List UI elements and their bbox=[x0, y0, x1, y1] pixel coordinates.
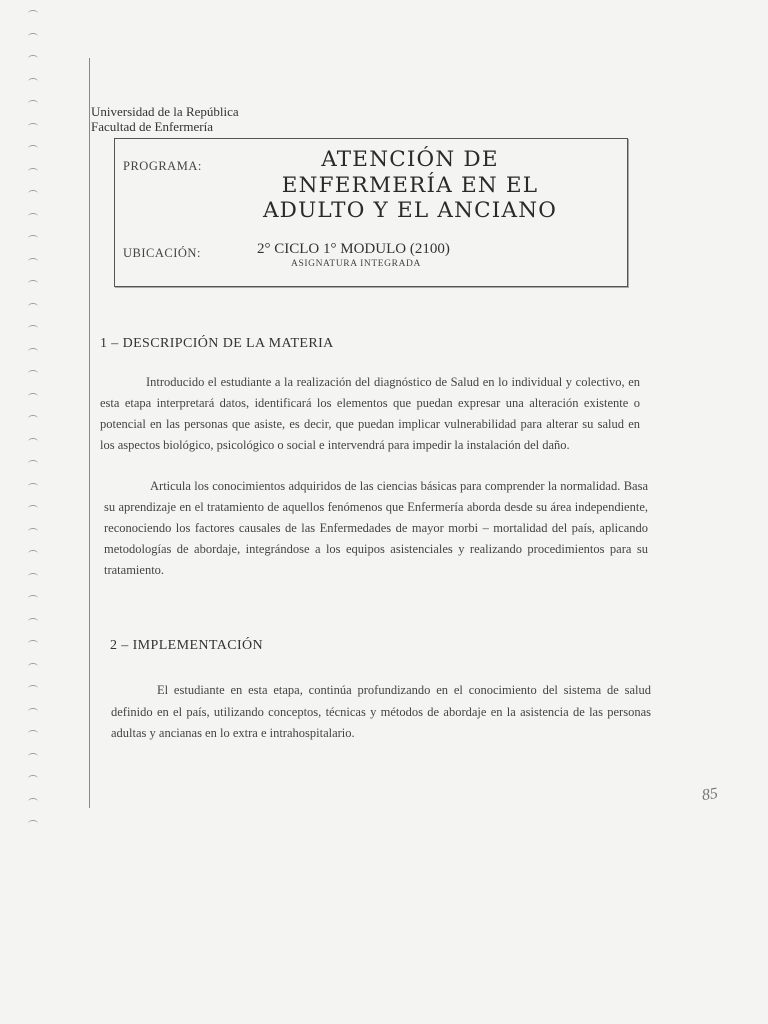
binder-margin-marks bbox=[28, 10, 44, 840]
binder-mark bbox=[28, 145, 38, 152]
binder-mark bbox=[28, 438, 38, 445]
binder-mark bbox=[28, 213, 38, 220]
binder-mark bbox=[28, 33, 38, 40]
program-label: PROGRAMA: bbox=[123, 159, 202, 173]
binder-mark bbox=[28, 550, 38, 557]
program-title-line: ATENCIÓN DE bbox=[321, 147, 499, 172]
section-1-paragraph-2: Articula los conocimientos adquiridos de las ciencias básicas para comprender la normalidad. Basa su aprendizaje en el tratamiento de aquellos fenómenos que Enfermería aborda desde su área independiente, reconociendo los factores causales de las Enfermedades de mayor morbi – mortalidad del país, aplicando metodologías de abordaje, integrándose a los equipos asistenciales y realizando procedimientos para su tratamiento. bbox=[104, 479, 648, 577]
program-box bbox=[114, 138, 628, 287]
binder-mark bbox=[28, 100, 38, 107]
binder-mark bbox=[28, 798, 38, 805]
section-1-paragraph-1: Introducido el estudiante a la realización del diagnóstico de Salud en lo individual y colectivo, en esta etapa interpretará datos, identificará los elementos que puedan expresar una alteración existente o potencial en las personas que asiste, es decir, que puedan implicar vulnerabilidad para alterar su salud en los aspectos biológico, psicológico o social e intervendrá para impedir la instalación del daño. bbox=[100, 375, 640, 452]
binder-mark bbox=[28, 460, 38, 467]
binder-mark bbox=[28, 708, 38, 715]
section-1-heading: 1 – DESCRIPCIÓN DE LA MATERIA bbox=[100, 336, 334, 351]
binder-mark bbox=[28, 325, 38, 332]
binder-mark bbox=[28, 595, 38, 602]
binder-mark bbox=[28, 190, 38, 197]
binder-mark bbox=[28, 663, 38, 670]
binder-mark bbox=[28, 235, 38, 242]
program-title-line: ENFERMERÍA EN EL bbox=[281, 172, 539, 198]
binder-mark bbox=[28, 370, 38, 377]
binder-mark bbox=[28, 505, 38, 512]
cycle-module: 2° CICLO 1° MODULO (2100) bbox=[257, 241, 450, 257]
binder-mark bbox=[28, 303, 38, 310]
binder-mark bbox=[28, 820, 38, 827]
binder-mark bbox=[28, 528, 38, 535]
binder-mark bbox=[28, 730, 38, 737]
university-name: Universidad de la República bbox=[91, 104, 239, 119]
binder-mark bbox=[28, 168, 38, 175]
binder-mark bbox=[28, 483, 38, 490]
binder-mark bbox=[28, 753, 38, 760]
binder-mark bbox=[28, 123, 38, 130]
binder-mark bbox=[28, 618, 38, 625]
binder-mark bbox=[28, 775, 38, 782]
binder-mark bbox=[28, 280, 38, 287]
program-title bbox=[209, 147, 611, 224]
handwritten-page-number: 85 bbox=[700, 784, 720, 805]
binder-mark bbox=[28, 415, 38, 422]
binder-mark bbox=[28, 55, 38, 62]
binder-mark bbox=[28, 10, 38, 17]
binder-mark bbox=[28, 573, 38, 580]
subject-type: ASIGNATURA INTEGRADA bbox=[291, 259, 421, 269]
binder-mark bbox=[28, 348, 38, 355]
location-label: UBICACIÓN: bbox=[123, 246, 201, 260]
margin-rule bbox=[89, 58, 90, 808]
binder-mark bbox=[28, 258, 38, 265]
binder-mark bbox=[28, 640, 38, 647]
binder-mark bbox=[28, 393, 38, 400]
section-2-paragraph-1: El estudiante en esta etapa, continúa profundizando en el conocimiento del sistema de salud definido en el país, utilizando conceptos, técnicas y métodos de abordaje en la asistencia de las personas adultas y ancianas en lo extra e intrahospitalario. bbox=[111, 683, 651, 740]
binder-mark bbox=[28, 78, 38, 85]
faculty-name: Facultad de Enfermería bbox=[91, 119, 213, 134]
section-2-heading: 2 – IMPLEMENTACIÓN bbox=[110, 638, 264, 653]
program-title-line: ADULTO Y EL ANCIANO bbox=[262, 198, 558, 223]
binder-mark bbox=[28, 685, 38, 692]
